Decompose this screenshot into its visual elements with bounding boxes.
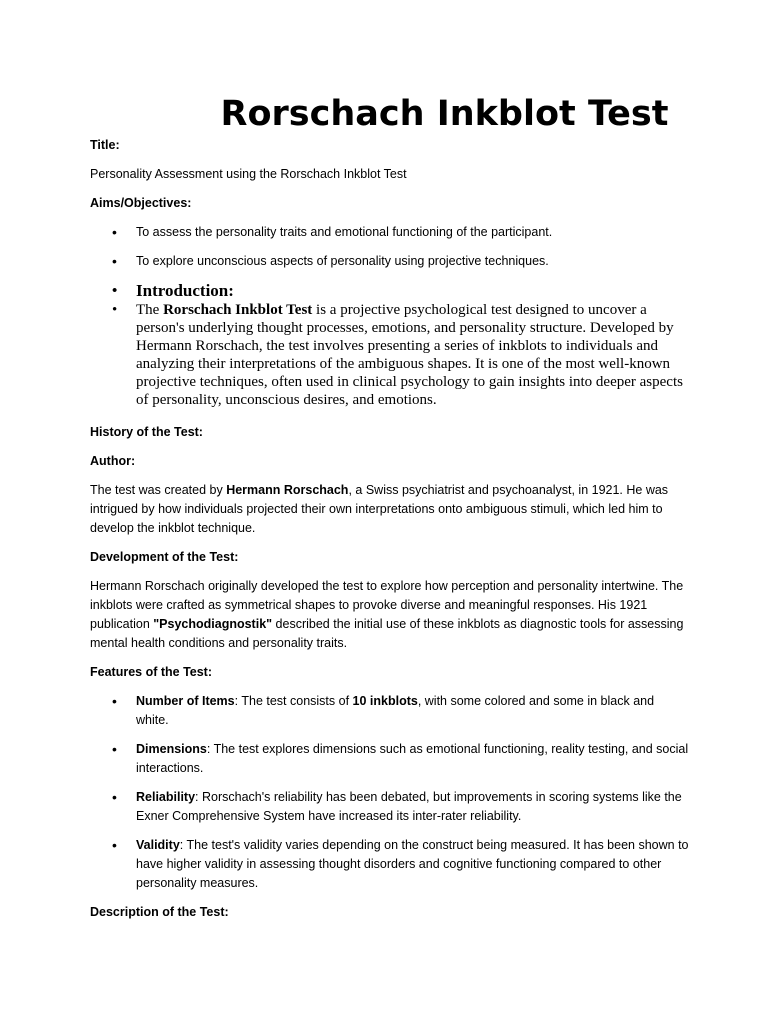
- description-label: Description of the Test:: [90, 905, 229, 919]
- author-post: , a Swiss psychiatrist and psychoanalyst, in 1921. He was intrigued by how individuals projected their own interpretations onto ambiguous stimuli, which led him to develop the inkblot technique.: [90, 483, 669, 535]
- aims-label: Aims/Objectives:: [90, 196, 192, 210]
- list-item: [90, 788, 690, 826]
- introduction-list: [90, 281, 690, 409]
- title-label: Title:: [90, 138, 120, 152]
- author-bold: Hermann Rorschach: [226, 483, 349, 497]
- list-item: [90, 836, 690, 893]
- document-body: [90, 136, 690, 922]
- list-item: • To explore unconscious aspects of personality using projective techniques.: [90, 252, 690, 271]
- feature-bold: 10 inkblots: [352, 694, 418, 708]
- author-paragraph: [90, 481, 690, 538]
- feature-text: : The test's validity varies depending on the construct being measured. It has been shown to have higher validity in assessing thought disorders and cognitive functioning compared to other personality measures.: [136, 838, 689, 890]
- feature-term: Validity: [136, 838, 180, 852]
- list-item: [90, 740, 690, 778]
- feature-text: , with some colored and some in black and white.: [136, 694, 655, 727]
- feature-term: Number of Items: [136, 694, 235, 708]
- development-label: Development of the Test:: [90, 550, 239, 564]
- development-post: described the initial use of these inkblots as diagnostic tools for assessing mental health conditions and personality traits.: [90, 617, 684, 650]
- aims-list: [90, 223, 690, 271]
- document-title: Rorschach Inkblot Test: [220, 94, 669, 134]
- feature-term: Dimensions: [136, 742, 207, 756]
- feature-text: : Rorschach's reliability has been debated, but improvements in scoring systems like the Exner Comprehensive System have increased its inter-rater reliability.: [136, 790, 682, 823]
- features-label: Features of the Test:: [90, 665, 213, 679]
- introduction-bold: Rorschach Inkblot Test: [163, 302, 313, 318]
- feature-text: : The test consists of: [234, 694, 353, 708]
- title-text: Personality Assessment using the Rorschach Inkblot Test: [90, 167, 407, 181]
- development-paragraph: [90, 577, 690, 653]
- list-item: [90, 692, 690, 730]
- feature-text: : The test explores dimensions such as emotional functioning, reality testing, and social interactions.: [136, 742, 689, 775]
- feature-term: Reliability: [136, 790, 196, 804]
- development-pre: Hermann Rorschach originally developed the test to explore how perception and personality intertwine. The inkblots were crafted as symmetrical shapes to provoke diverse and meaningful responses. His 1921 publication: [90, 579, 684, 631]
- development-bold: "Psychodiagnostik": [153, 617, 273, 631]
- author-pre: The test was created by: [90, 483, 227, 497]
- features-list: [90, 692, 690, 893]
- history-label: History of the Test:: [90, 425, 203, 439]
- list-item: • To assess the personality traits and emotional functioning of the participant.: [90, 223, 690, 242]
- introduction-paragraph: [90, 301, 690, 409]
- author-label: Author:: [90, 454, 136, 468]
- introduction-pre: The: [136, 302, 164, 318]
- introduction-post: is a projective psychological test designed to uncover a person's underlying thought processes, emotions, and personality structure. Developed by Hermann Rorschach, the test involves presenting a series of inkblots to individuals and analyzing their interpretations of the ambiguous shapes. It is one of the most well-known projective techniques, often used in clinical psychology to gain insights into deeper aspects of personality, unconscious desires, and emotions.: [136, 302, 683, 408]
- introduction-heading: • Introduction:: [90, 281, 690, 301]
